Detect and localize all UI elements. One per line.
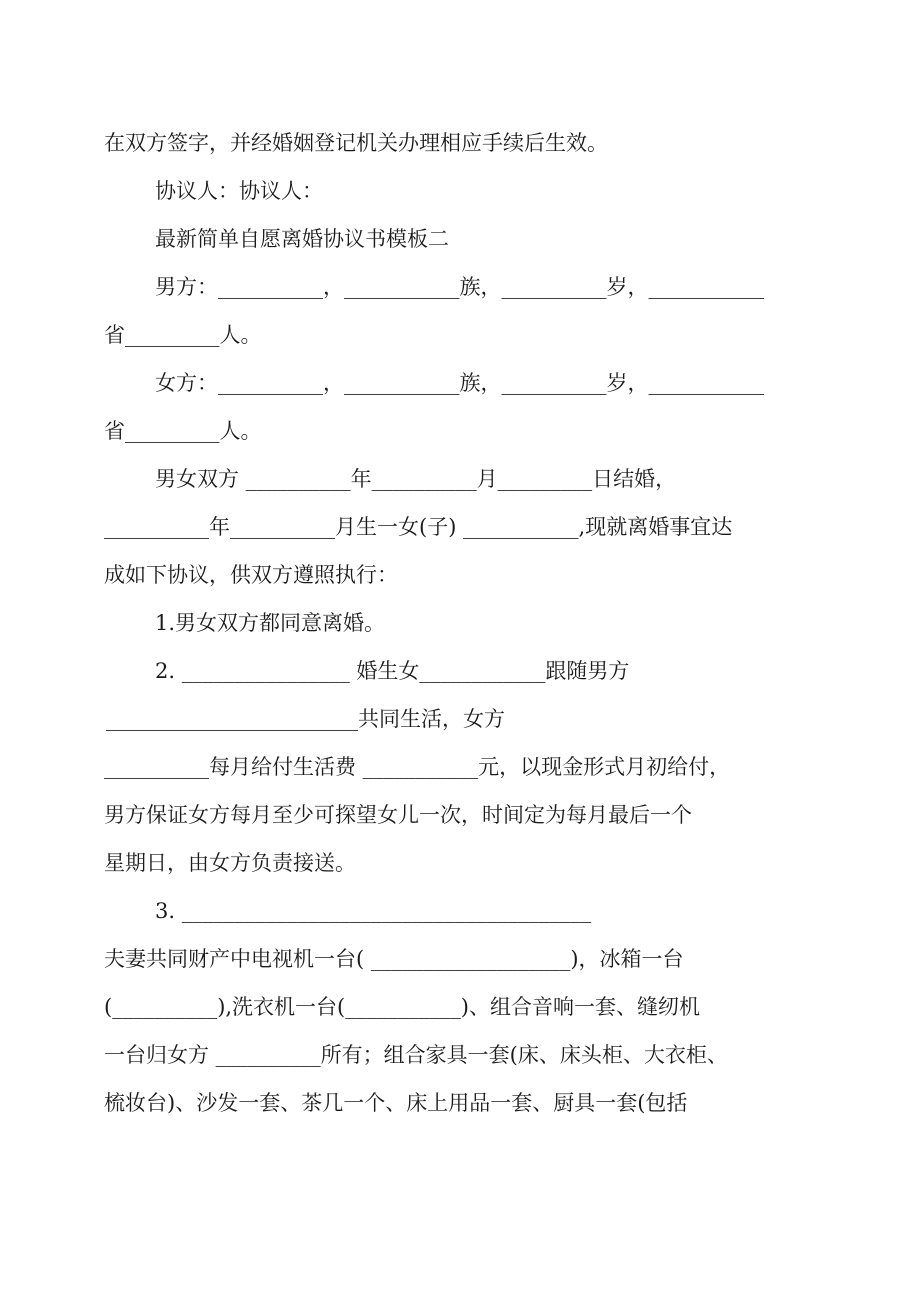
clause-3: 3. _______________________________________ (155, 899, 592, 923)
text-line-female: 女方：__________，___________族，__________岁，___________ (155, 371, 764, 395)
section-title: 最新简单自愿离婚协议书模板二 (155, 227, 449, 251)
text-line-21: 梳妆台)、沙发一套、茶几一个、床上用品一套、厨具一套(包括 (104, 1091, 688, 1115)
text-line-9: __________年__________月生一女(子) ___________,现就离婚事宜达 (104, 515, 733, 539)
text-line-8: 男女双方 __________年__________月_________日结婚， (155, 467, 677, 491)
text-line-male: 男方：__________，___________族，__________岁，___________ (155, 275, 764, 299)
text-line-1: 在双方签字，并经婚姻登记机关办理相应手续后生效。 (104, 131, 608, 155)
text-line-16: 星期日，由女方负责接送。 (104, 851, 356, 875)
clause-1: 1.男女双方都同意离婚。 (155, 611, 386, 635)
text-line-18: 夫妻共同财产中电视机一台( ___________________)，冰箱一台 (104, 947, 684, 971)
text-line-5: 省_________人。 (104, 323, 262, 347)
text-line-10: 成如下协议，供双方遵照执行： (104, 563, 398, 587)
text-line-13: ________________________共同生活，女方 (106, 707, 505, 731)
text-line-2: 协议人：协议人： (155, 179, 323, 203)
text-line-14: __________每月给付生活费 ___________元，以现金形式月初给付， (104, 755, 731, 779)
text-line-19: (__________),洗衣机一台(___________)、组合音响一套、缝纫机 (104, 995, 700, 1019)
text-line-7: 省_________人。 (104, 419, 262, 443)
text-line-20: 一台归女方 __________所有；组合家具一套(床、床头柜、大衣柜、 (104, 1043, 728, 1067)
clause-2: 2. ________________ 婚生女____________跟随男方 (155, 659, 630, 683)
text-line-15: 男方保证女方每月至少可探望女儿一次，时间定为每月最后一个 (104, 803, 692, 827)
